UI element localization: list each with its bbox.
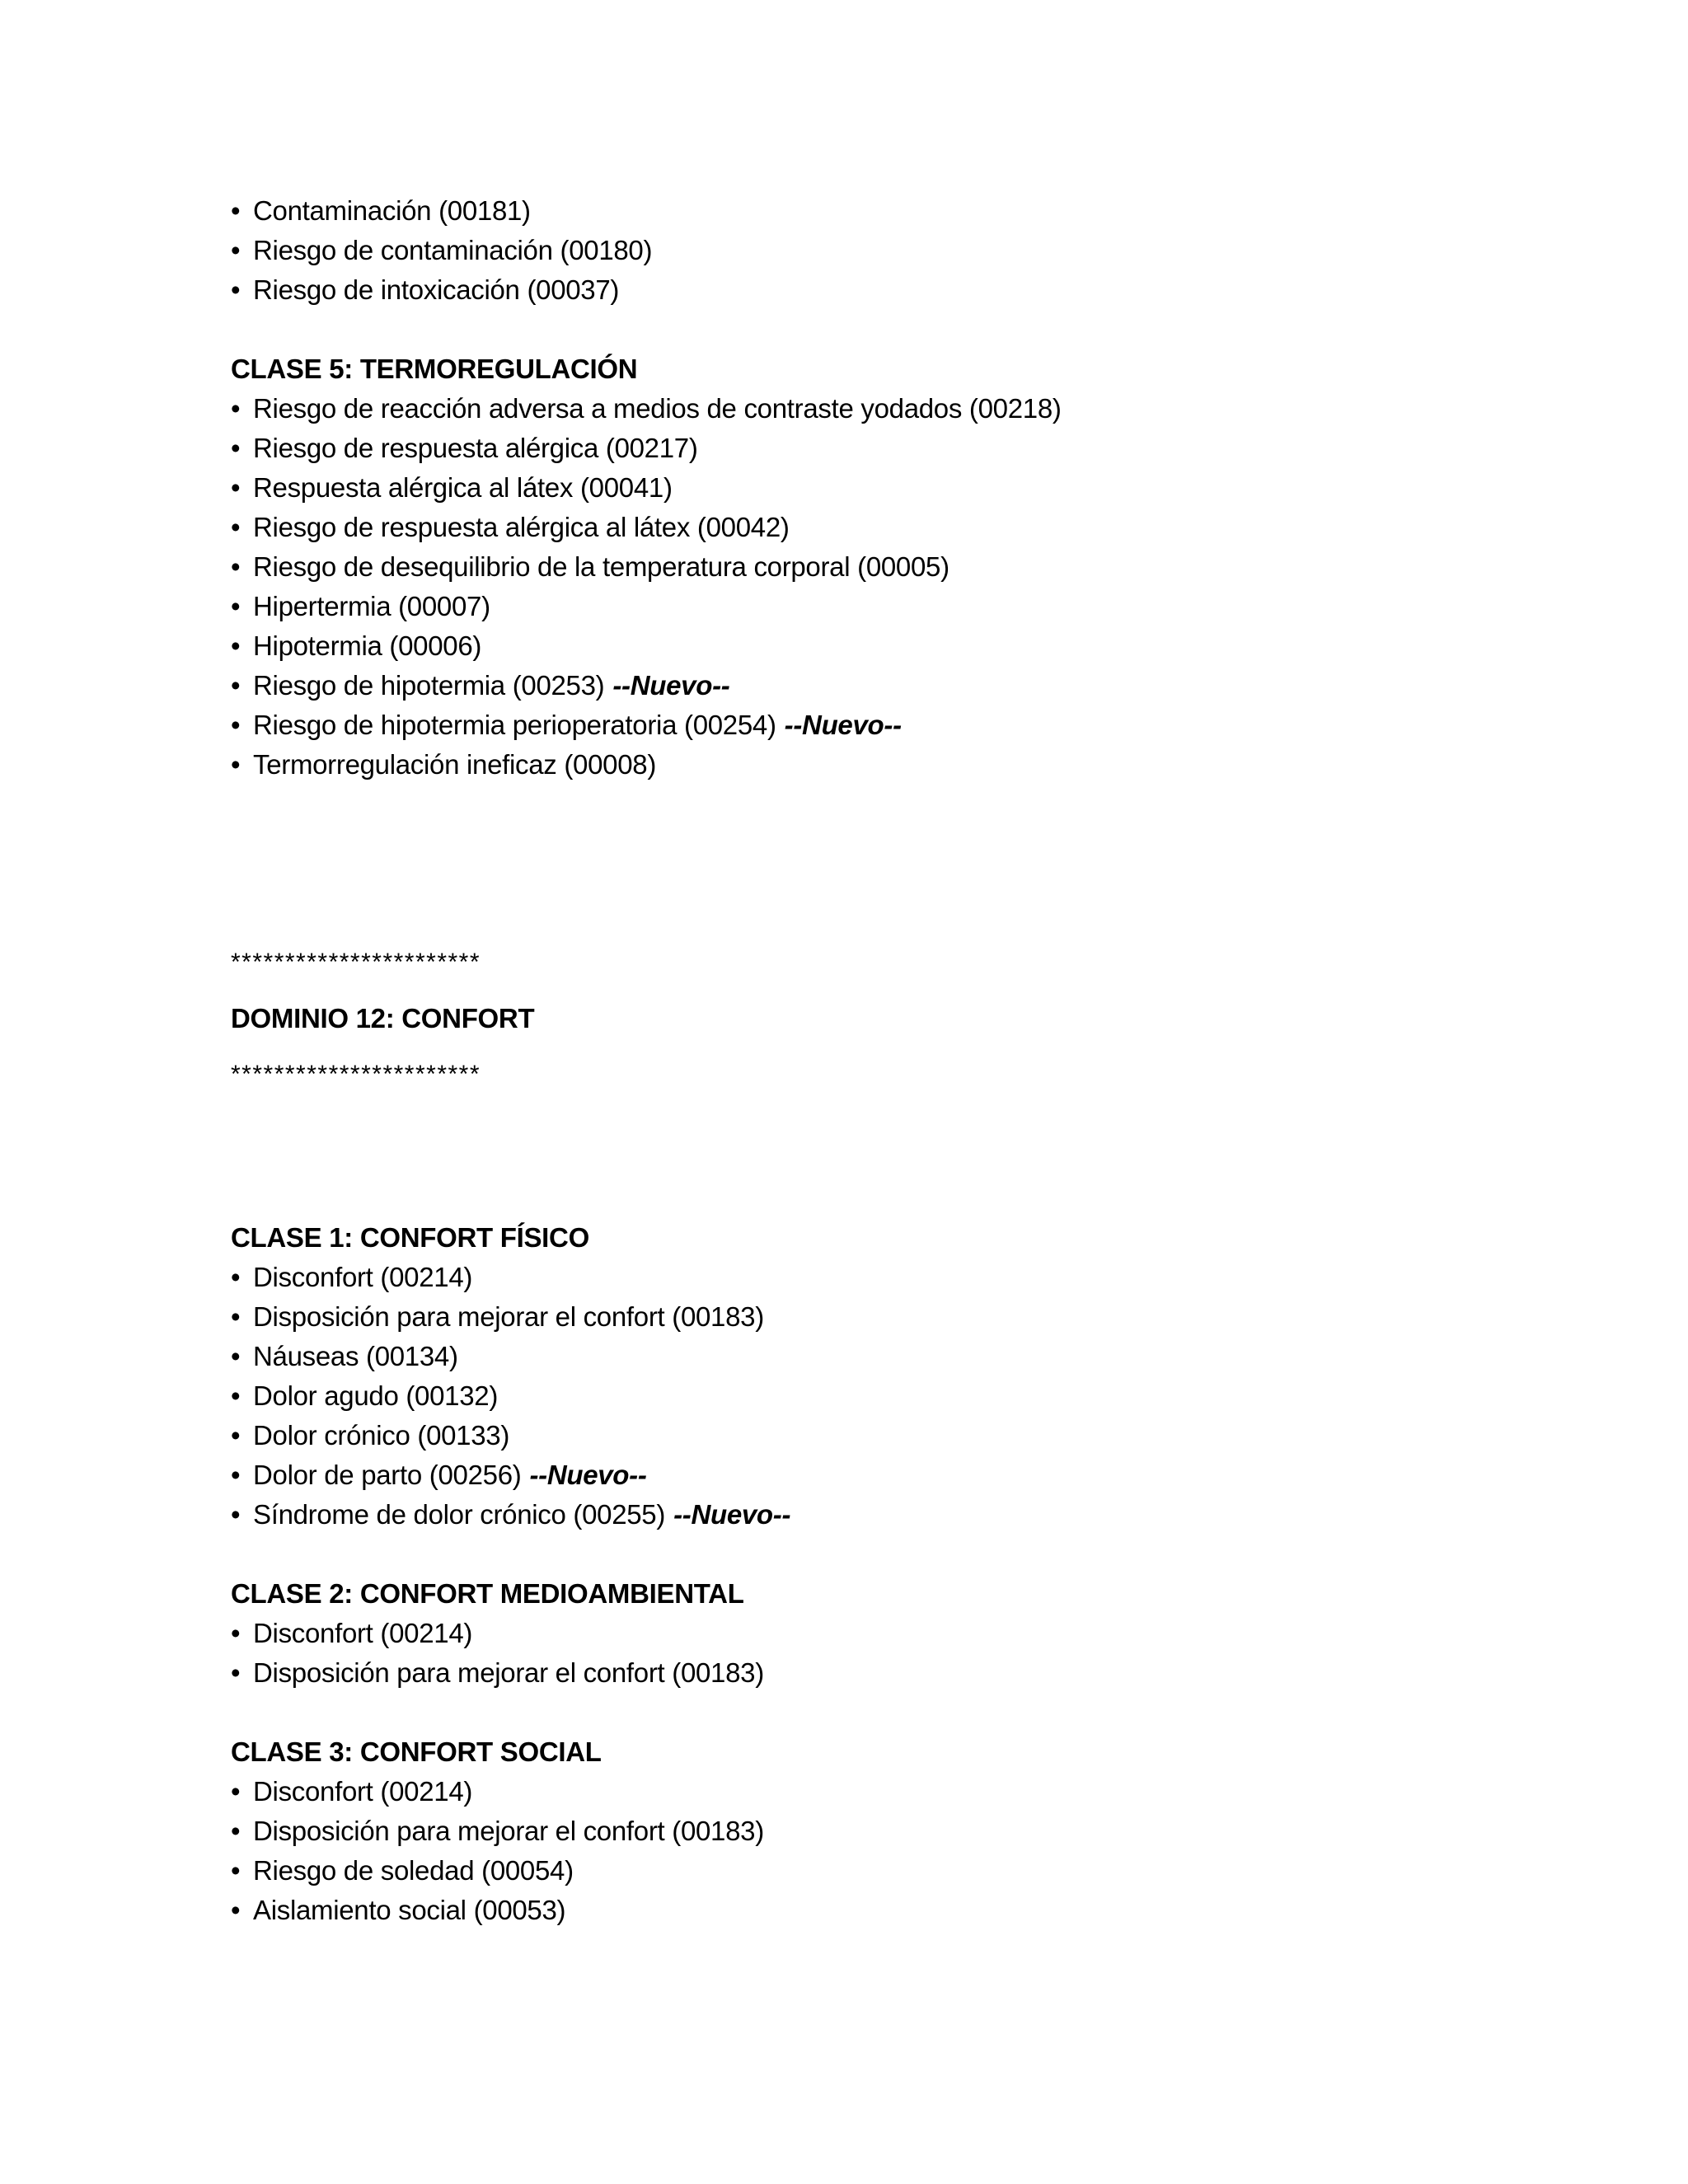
bullet: • — [231, 393, 241, 424]
bullet: • — [231, 591, 241, 621]
list-item: • Riesgo de contaminación (00180) — [231, 231, 1550, 270]
list-item: • Disposición para mejorar el confort (00183) — [231, 1653, 1550, 1693]
list-item: • Disposición para mejorar el confort (00183) — [231, 1811, 1550, 1851]
new-tag: --Nuevo-- — [784, 710, 902, 740]
bullet: • — [231, 1341, 241, 1371]
list-item: • Disconfort (00214) — [231, 1772, 1550, 1811]
bullet: • — [231, 670, 241, 701]
bullet: • — [231, 1262, 241, 1292]
section-heading-clase5: CLASE 5: TERMOREGULACIÓN — [231, 354, 638, 384]
list-item: • Riesgo de intoxicación (00037) — [231, 270, 1550, 310]
bullet: • — [231, 630, 241, 661]
new-tag: --Nuevo-- — [612, 670, 730, 701]
list-item: • Termorregulación ineficaz (00008) — [231, 745, 1550, 785]
list-item: • Dolor crónico (00133) — [231, 1416, 1550, 1455]
list-item: • Riesgo de desequilibrio de la temperatura corporal (00005) — [231, 547, 1550, 587]
list-item: • Riesgo de hipotermia perioperatoria (00254) --Nuevo-- — [231, 705, 1550, 745]
bullet: • — [231, 1657, 241, 1688]
separator-stars-bottom: *********************** — [231, 1061, 481, 1088]
bullet: • — [231, 235, 241, 265]
document-page — [231, 191, 1550, 1930]
list-item: • Dolor agudo (00132) — [231, 1376, 1550, 1416]
list-item: • Riesgo de respuesta alérgica al látex (00042) — [231, 508, 1550, 547]
new-tag: --Nuevo-- — [529, 1460, 647, 1490]
list-item: • Disconfort (00214) — [231, 1614, 1550, 1653]
bullet: • — [231, 551, 241, 582]
bullet: • — [231, 1460, 241, 1490]
section-heading-clase2: CLASE 2: CONFORT MEDIOAMBIENTAL — [231, 1578, 744, 1609]
new-tag: --Nuevo-- — [673, 1499, 791, 1530]
list-item: • Hipertermia (00007) — [231, 587, 1550, 626]
bullet: • — [231, 1420, 241, 1451]
list-item: • Contaminación (00181) — [231, 191, 1550, 231]
bullet: • — [231, 1301, 241, 1332]
list-item: • Dolor de parto (00256) --Nuevo-- — [231, 1455, 1550, 1495]
bullet: • — [231, 274, 241, 305]
domain-heading: DOMINIO 12: CONFORT — [231, 1003, 535, 1033]
bullet: • — [231, 1380, 241, 1411]
bullet: • — [231, 433, 241, 463]
bullet: • — [231, 472, 241, 503]
bullet: • — [231, 1895, 241, 1925]
list-item: • Síndrome de dolor crónico (00255) --Nuevo-- — [231, 1495, 1550, 1535]
list-item: • Riesgo de soledad (00054) — [231, 1851, 1550, 1891]
list-item: • Riesgo de reacción adversa a medios de contraste yodados (00218) — [231, 389, 1550, 429]
list-item: • Respuesta alérgica al látex (00041) — [231, 468, 1550, 508]
bullet: • — [231, 1816, 241, 1846]
list-item: • Hipotermia (00006) — [231, 626, 1550, 666]
bullet: • — [231, 1499, 241, 1530]
bullet: • — [231, 710, 241, 740]
list-item: • Riesgo de respuesta alérgica (00217) — [231, 429, 1550, 468]
bullet: • — [231, 195, 241, 226]
list-item: • Disconfort (00214) — [231, 1258, 1550, 1297]
section-heading-clase3: CLASE 3: CONFORT SOCIAL — [231, 1736, 602, 1767]
bullet: • — [231, 512, 241, 542]
bullet: • — [231, 1855, 241, 1886]
bullet: • — [231, 1618, 241, 1648]
section-heading-clase1: CLASE 1: CONFORT FÍSICO — [231, 1222, 589, 1253]
bullet: • — [231, 749, 241, 780]
list-item: • Náuseas (00134) — [231, 1337, 1550, 1376]
list-item: • Disposición para mejorar el confort (00183) — [231, 1297, 1550, 1337]
list-item: • Riesgo de hipotermia (00253) --Nuevo-- — [231, 666, 1550, 705]
separator-stars-top: *********************** — [231, 949, 481, 976]
bullet: • — [231, 1776, 241, 1807]
list-item: • Aislamiento social (00053) — [231, 1891, 1550, 1930]
